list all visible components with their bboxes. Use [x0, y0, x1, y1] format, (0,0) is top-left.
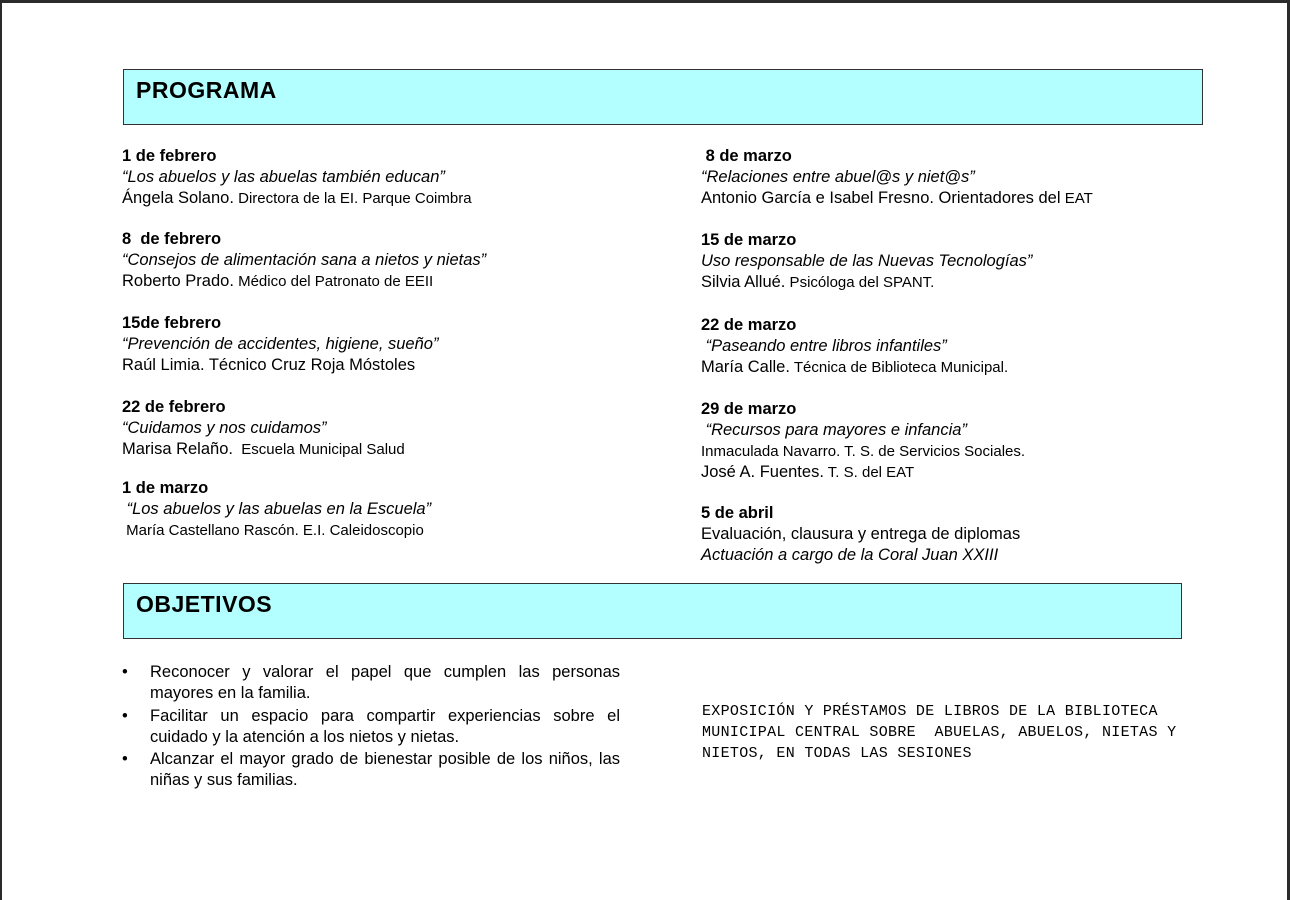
session-title: “Cuidamos y nos cuidamos”	[122, 419, 327, 437]
programa-heading: PROGRAMA	[136, 77, 277, 103]
objectives-list	[122, 662, 620, 793]
session-closing: Actuación a cargo de la Coral Juan XXIII	[701, 546, 999, 564]
session-title: “Consejos de alimentación sana a nietos y nietas”	[122, 251, 487, 269]
objetivos-header	[123, 583, 1182, 639]
session-22-febrero	[122, 397, 405, 460]
objetivos-heading: OBJETIVOS	[136, 591, 273, 617]
bullet-icon: •	[122, 750, 128, 768]
objective-text: Facilitar un espacio para compartir experiencias sobre el cuidado y la atención a los nietos y nietas.	[150, 706, 620, 746]
session-title: “Los abuelos y las abuelas en la Escuela”	[122, 500, 432, 518]
session-title: “Relaciones entre abuel@s y niet@s”	[701, 168, 975, 186]
session-date: 8 de febrero	[122, 230, 222, 248]
session-date: 29 de marzo	[701, 400, 797, 418]
session-date: 22 de marzo	[701, 316, 797, 334]
session-speaker: Silvia Allué.	[701, 273, 786, 291]
session-date: 1 de febrero	[122, 147, 217, 165]
bullet-icon: •	[122, 663, 128, 681]
session-title: “Paseando entre libros infantiles”	[701, 337, 947, 355]
session-role: EAT	[1060, 190, 1093, 207]
session-speaker-line	[701, 441, 1025, 462]
session-description: Evaluación, clausura y entrega de diplomas	[701, 525, 1021, 543]
session-speaker-line	[701, 272, 1032, 293]
objective-item	[122, 749, 620, 791]
session-title: “Recursos para mayores e infancia”	[701, 421, 967, 439]
session-8-febrero	[122, 229, 486, 292]
objective-item	[122, 662, 620, 704]
session-role: Directora de la EI. Parque Coimbra	[233, 190, 472, 207]
session-role: Inmaculada Navarro. T. S. de Servicios Sociales.	[701, 443, 1026, 460]
session-29-marzo	[701, 399, 1025, 483]
session-speaker-line	[122, 271, 486, 292]
objective-item	[122, 706, 620, 748]
session-date: 15 de marzo	[701, 231, 797, 249]
programa-header	[123, 69, 1203, 125]
session-speaker-line	[122, 520, 431, 541]
session-speaker-line	[122, 188, 472, 209]
session-speaker-line	[122, 439, 405, 460]
session-5-abril	[701, 503, 1020, 566]
session-15-marzo	[701, 230, 1032, 293]
session-date: 8 de marzo	[701, 147, 792, 165]
session-speaker: Ángela Solano.	[122, 189, 234, 207]
window-frame-left	[0, 0, 2, 900]
session-speaker: María Calle.	[701, 358, 790, 376]
session-date: 5 de abril	[701, 504, 774, 522]
session-8-marzo	[701, 146, 1093, 209]
session-speaker-line	[701, 357, 1008, 378]
objective-text: Reconocer y valorar el papel que cumplen las personas mayores en la familia.	[150, 663, 620, 702]
session-speaker-line-2	[701, 462, 1025, 483]
session-role: T. S. del EAT	[823, 464, 915, 481]
window-frame-top	[0, 0, 1290, 3]
session-15-febrero	[122, 313, 438, 376]
session-speaker: Antonio García e Isabel Fresno. Orientadores del	[701, 189, 1061, 207]
objective-text: Alcanzar el mayor grado de bienestar posible de los niños, las niñas y sus familias.	[150, 750, 620, 789]
session-role: María Castellano Rascón. E.I. Caleidoscopio	[122, 522, 424, 539]
session-role: Médico del Patronato de EEII	[233, 273, 434, 290]
session-title: Uso responsable de las Nuevas Tecnologías”	[701, 252, 1033, 270]
session-speaker: Marisa Relaño.	[122, 440, 233, 458]
session-date: 15de febrero	[122, 314, 222, 332]
session-role: Psicóloga del SPANT.	[785, 274, 935, 291]
session-date: 1 de marzo	[122, 479, 209, 497]
session-date: 22 de febrero	[122, 398, 226, 416]
exposition-notice: EXPOSICIÓN Y PRÉSTAMOS DE LIBROS DE LA BIBLIOTECA MUNICIPAL CENTRAL SOBRE ABUELAS, ABUELOS, NIETAS Y NIETOS, EN TODAS LAS SESIONES	[702, 703, 1186, 762]
bullet-icon: •	[122, 706, 128, 725]
session-speaker: Raúl Limia. Técnico Cruz Roja Móstoles	[122, 356, 416, 374]
session-role: Técnica de Biblioteca Municipal.	[789, 359, 1009, 376]
session-title: “Prevención de accidentes, higiene, sueño”	[122, 335, 439, 353]
session-title: “Los abuelos y las abuelas también educan”	[122, 168, 445, 186]
session-1-febrero	[122, 146, 472, 209]
session-speaker: Roberto Prado.	[122, 272, 234, 290]
session-speaker-line	[701, 188, 1093, 209]
session-role: Escuela Municipal Salud	[232, 441, 405, 458]
session-speaker: José A. Fuentes.	[701, 463, 824, 481]
session-1-marzo	[122, 478, 431, 541]
session-22-marzo	[701, 315, 1008, 378]
